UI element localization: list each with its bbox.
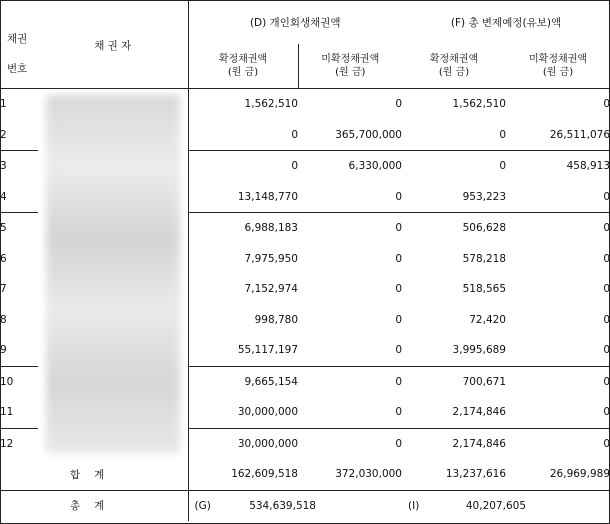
cell-d-confirmed: 6,988,183: [188, 213, 298, 244]
header-creditor: 채 권 자: [38, 0, 188, 89]
grand-g-value: 534,639,518: [249, 499, 316, 512]
cell-f-confirmed: 2,174,846: [402, 397, 506, 428]
header-f-unconfirmed: [506, 44, 610, 89]
grand-i-label: (I): [408, 499, 420, 512]
cell-d-confirmed: 1,562,510: [188, 89, 298, 120]
cell-d-confirmed: 13,148,770: [188, 182, 298, 213]
cell-f-unconfirmed: 26,511,076: [506, 120, 610, 151]
cell-f-confirmed: 1,562,510: [452, 98, 506, 111]
header-f-unconfirmed-unit: (원 금): [542, 67, 574, 78]
cell-f-confirmed: 0: [499, 160, 506, 173]
row-no: 4: [0, 182, 38, 213]
cell-f-confirmed: 0: [402, 120, 506, 151]
row-no: 5: [0, 222, 7, 235]
row-no: 11: [0, 397, 38, 428]
redacted-block: [46, 95, 180, 453]
cell-f-confirmed: 953,223: [402, 182, 506, 213]
header-f-confirmed-unit: (원 금): [438, 67, 470, 78]
row-no: 3: [0, 160, 7, 173]
cell-f-unconfirmed: 0: [603, 375, 610, 388]
row-no: 12: [0, 437, 14, 450]
cell-d-confirmed: 998,780: [188, 305, 298, 336]
cell-f-confirmed: 2,174,846: [452, 437, 506, 450]
grand-g-label: (G): [194, 499, 211, 512]
cell-d-unconfirmed: 0: [395, 313, 402, 326]
cell-d-unconfirmed: 0: [395, 98, 402, 111]
cell-f-unconfirmed: 0: [603, 222, 610, 235]
grand-label: 총계: [70, 500, 119, 513]
cell-f-confirmed: 700,671: [462, 375, 506, 388]
total-f-unconfirmed: 26,969,989: [506, 459, 610, 490]
cell-f-unconfirmed: 458,913: [566, 160, 610, 173]
header-f-confirmed-label: 확정채권액: [429, 54, 479, 65]
header-d-unconfirmed-unit: (원 금): [335, 67, 366, 78]
cell-d-confirmed: 0: [188, 151, 298, 182]
row-no: 9: [0, 335, 38, 366]
cell-f-confirmed: 72,420: [469, 313, 506, 326]
total-label: 합계: [70, 468, 119, 481]
cell-f-unconfirmed: 0: [603, 313, 610, 326]
cell-f-confirmed: 3,995,689: [402, 335, 506, 366]
grand-g-cell: [188, 490, 402, 521]
header-d-confirmed: [188, 44, 298, 89]
cell-d-confirmed: 9,665,154: [188, 366, 298, 397]
header-f-unconfirmed-label: 미확정채권액: [529, 54, 587, 65]
header-d-confirmed-unit: (원 금): [227, 67, 259, 78]
cell-d-unconfirmed: 0: [298, 397, 402, 428]
cell-f-unconfirmed: 0: [603, 252, 610, 265]
cell-d-unconfirmed: 0: [395, 283, 402, 296]
header-group-d: (D) 개인회생채권액: [188, 0, 402, 44]
cell-d-confirmed: 7,152,974: [188, 274, 298, 305]
cell-d-confirmed: 30,000,000: [188, 397, 298, 428]
cell-d-confirmed: 30,000,000: [188, 428, 298, 459]
cell-d-unconfirmed: 0: [395, 437, 402, 450]
total-label-cell: [0, 459, 188, 490]
total-row: [0, 459, 610, 490]
grand-i-cell: [402, 490, 610, 521]
row-no: 8: [0, 313, 7, 326]
cell-f-unconfirmed: 0: [603, 437, 610, 450]
cell-f-unconfirmed: 0: [506, 335, 610, 366]
header-d-unconfirmed: [298, 44, 402, 89]
total-d-unconfirmed: 372,030,000: [298, 459, 402, 490]
cell-f-unconfirmed: 0: [603, 283, 610, 296]
header-f-confirmed: [402, 44, 506, 89]
creditor-names-redacted: [38, 89, 188, 460]
total-d-confirmed: 162,609,518: [188, 459, 298, 490]
row-no: 10: [0, 375, 14, 388]
cell-f-confirmed: 518,565: [462, 283, 506, 296]
cell-d-unconfirmed: 0: [395, 375, 402, 388]
total-f-confirmed: 13,237,616: [402, 459, 506, 490]
header-d-confirmed-label: 확정채권액: [218, 54, 268, 65]
cell-d-confirmed: 55,117,197: [188, 335, 298, 366]
header-no-line1: 채권: [7, 33, 28, 45]
cell-f-unconfirmed: 0: [506, 182, 610, 213]
cell-d-confirmed: 7,975,950: [188, 244, 298, 275]
grand-total-row: [0, 490, 610, 521]
cell-d-unconfirmed: 0: [395, 222, 402, 235]
cell-f-unconfirmed: 0: [506, 397, 610, 428]
cell-d-confirmed: 0: [188, 120, 298, 151]
cell-f-unconfirmed: 0: [603, 98, 610, 111]
cell-d-unconfirmed: 365,700,000: [298, 120, 402, 151]
row-no: 7: [0, 283, 7, 296]
cell-f-confirmed: 578,218: [462, 252, 506, 265]
cell-d-unconfirmed: 0: [395, 252, 402, 265]
cell-d-unconfirmed: 0: [298, 182, 402, 213]
cell-f-confirmed: 506,628: [462, 222, 506, 235]
cell-d-unconfirmed: 6,330,000: [348, 160, 402, 173]
header-no-line2: 번호: [7, 63, 28, 75]
row-no: 2: [0, 120, 38, 151]
table-row: [0, 89, 610, 120]
cell-d-unconfirmed: 0: [298, 335, 402, 366]
row-no: 1: [0, 98, 7, 111]
row-no: 6: [0, 252, 7, 265]
grand-label-cell: [0, 490, 188, 521]
header-d-unconfirmed-label: 미확정채권액: [321, 54, 380, 65]
header-no: [0, 0, 38, 89]
header-group-f: (F) 총 변제예정(유보)액: [450, 16, 562, 29]
grand-i-value: 40,207,605: [465, 499, 526, 512]
